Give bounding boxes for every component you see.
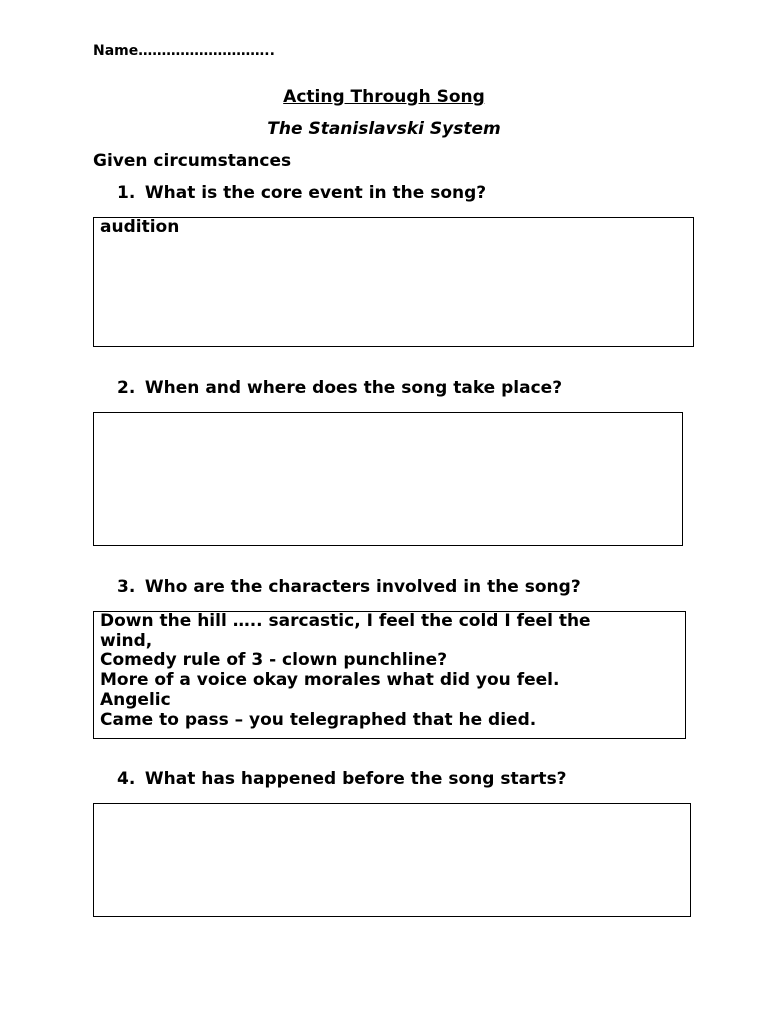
question-number: 3. — [117, 577, 136, 597]
answer-line: Comedy rule of 3 - clown punchline? — [100, 650, 448, 671]
question-text: What has happened before the song starts? — [144, 769, 567, 789]
answer-line: Angelic — [100, 689, 171, 710]
document-subtitle: The Stanislavski System — [267, 119, 501, 139]
question-4 — [117, 769, 567, 789]
section-heading: Given circumstances — [93, 151, 292, 171]
answer-line: Down the hill ….. sarcastic, I feel the cold I feel the — [100, 611, 591, 631]
answer-line: wind, — [100, 630, 153, 651]
answer-box-3[interactable] — [93, 611, 686, 739]
answer-line: More of a voice okay morales what did you feel. — [100, 670, 560, 691]
answer-box-4[interactable] — [93, 803, 691, 917]
question-number: 4. — [117, 769, 136, 789]
answer-box-1[interactable] — [93, 217, 694, 347]
document-title: Acting Through Song — [283, 87, 485, 107]
question-1 — [117, 183, 486, 203]
question-number: 1. — [117, 183, 136, 203]
question-text: When and where does the song take place? — [144, 378, 563, 398]
answer-line: Came to pass – you telegraphed that he died. — [100, 709, 537, 730]
answer-line: audition — [100, 217, 180, 237]
question-text: What is the core event in the song? — [144, 183, 487, 203]
question-3 — [117, 577, 581, 597]
question-number: 2. — [117, 378, 136, 398]
name-field-label: Name……………………….. — [93, 43, 275, 59]
answer-box-2[interactable] — [93, 412, 683, 546]
question-text: Who are the characters involved in the song? — [144, 577, 581, 597]
question-2 — [117, 378, 562, 398]
